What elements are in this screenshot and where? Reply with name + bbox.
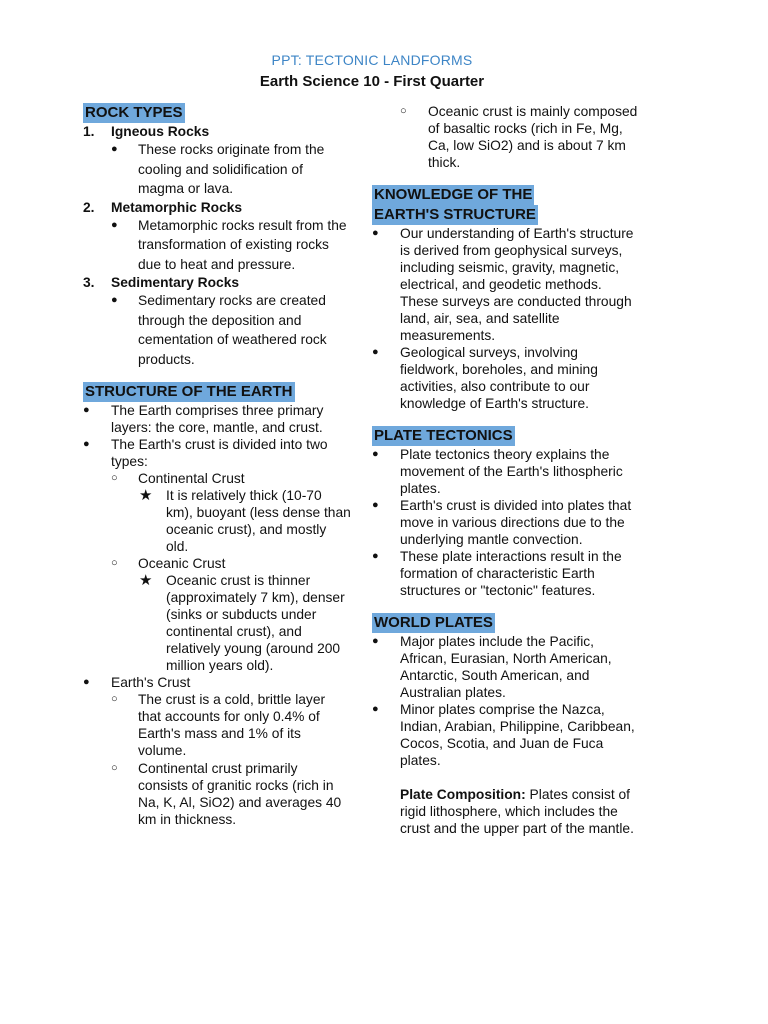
world-plates-heading: WORLD PLATES — [374, 614, 493, 631]
knowledge-text: Geological surveys, involving fieldwork, boreholes, and mining activities, also contribute to our knowledge of Earth's structure. — [400, 345, 598, 411]
bullet-icon: ● — [111, 143, 118, 155]
list-item — [83, 199, 351, 216]
rock-type-name: Sedimentary Rocks — [111, 275, 240, 290]
document-title: PPT: TECTONIC LANDFORMS — [271, 52, 473, 68]
list-item — [83, 487, 351, 555]
knowledge-text: Our understanding of Earth's structure is derived from geophysical surveys, including seismic, gravity, magnetic, electrical, and geodetic methods. These surveys are conducted through land, air, sea, and satellite measurements. — [400, 226, 634, 343]
circle-bullet-icon: ○ — [400, 105, 407, 117]
list-item — [372, 701, 640, 769]
bullet-icon: ● — [111, 294, 118, 306]
list-item — [372, 225, 640, 344]
rock-type-detail: Sedimentary rocks are created through the deposition and cementation of weathered rock products. — [138, 293, 327, 367]
bullet-icon: ● — [372, 499, 379, 511]
circle-bullet-icon: ○ — [111, 472, 118, 484]
bullet-icon: ● — [372, 346, 379, 358]
star-icon: ★ — [139, 487, 153, 504]
list-item — [83, 402, 351, 436]
list-item — [372, 633, 640, 701]
list-item — [372, 344, 640, 412]
plate-tectonics-heading: PLATE TECTONICS — [374, 427, 513, 444]
list-item — [372, 103, 640, 171]
list-item — [83, 291, 351, 369]
list-number: 1. — [83, 124, 95, 139]
list-item — [83, 674, 351, 691]
crust-detail: Continental crust primarily consists of granitic rocks (rich in Na, K, Al, SiO2) and averages 40 km in thickness. — [138, 761, 342, 827]
circle-bullet-icon: ○ — [111, 693, 118, 705]
rock-type-name: Metamorphic Rocks — [111, 199, 243, 215]
crust-type-label: Continental Crust — [138, 471, 245, 486]
list-item — [83, 140, 351, 199]
list-item — [83, 691, 351, 759]
plate-composition-label: Plate Composition: — [400, 787, 526, 802]
structure-heading: STRUCTURE OF THE EARTH — [85, 383, 293, 400]
structure-text: The Earth's crust is divided into two types: — [111, 437, 328, 469]
document-subtitle: Earth Science 10 - First Quarter — [259, 73, 485, 90]
bullet-icon: ● — [372, 550, 379, 562]
list-item — [83, 123, 351, 140]
plate-composition-text: Plates consist of rigid lithosphere, which includes the crust and the upper part of the mantle. — [400, 787, 634, 836]
rock-type-detail: These rocks originate from the cooling and solidification of magma or lava. — [138, 142, 325, 196]
bullet-icon: ● — [83, 438, 90, 450]
bullet-icon: ● — [111, 218, 118, 231]
structure-text: Earth's Crust — [111, 675, 191, 690]
tectonics-text: These plate interactions result in the formation of characteristic Earth structures or "tectonic" features. — [400, 549, 622, 598]
crust-type-detail: It is relatively thick (10-70 km), buoyant (less dense than oceanic crust), and mostly old. — [166, 488, 351, 554]
crust-type-detail: Oceanic crust is thinner (approximately 7 km), denser (sinks or subducts under continental crust), and relatively young (around 200 million years old). — [166, 573, 345, 673]
star-icon: ★ — [139, 572, 153, 589]
rock-types-heading: ROCK TYPES — [85, 104, 183, 121]
list-item — [372, 548, 640, 599]
crust-type-label: Oceanic Crust — [138, 556, 226, 571]
list-item — [83, 436, 351, 470]
left-column — [83, 103, 351, 828]
bullet-icon: ● — [83, 676, 90, 688]
list-item — [83, 470, 351, 487]
right-column — [372, 103, 640, 837]
plates-text: Minor plates comprise the Nazca, Indian, Arabian, Philippine, Caribbean, Cocos, Scotia, and Juan de Fuca plates. — [400, 702, 635, 768]
bullet-icon: ● — [372, 448, 379, 460]
crust-detail: The crust is a cold, brittle layer that accounts for only 0.4% of Earth's mass and 1% of its volume. — [138, 692, 326, 758]
circle-bullet-icon: ○ — [111, 557, 118, 569]
rock-type-detail: Metamorphic rocks result from the transformation of existing rocks due to heat and pressure. — [138, 217, 347, 272]
structure-text: The Earth comprises three primary layers: the core, mantle, and crust. — [111, 403, 324, 435]
plate-composition-paragraph — [372, 786, 640, 837]
plates-text: Major plates include the Pacific, African, Eurasian, North American, Antarctic, South American, and Australian plates. — [400, 634, 612, 700]
list-item — [372, 497, 640, 548]
list-item — [83, 555, 351, 572]
list-number: 3. — [83, 275, 95, 290]
crust-detail: Oceanic crust is mainly composed of basaltic rocks (rich in Fe, Mg, Ca, low SiO2) and is about 7 km thick. — [428, 104, 638, 170]
knowledge-heading: KNOWLEDGE OF THE — [374, 186, 533, 203]
bullet-icon: ● — [372, 635, 379, 647]
list-item — [83, 760, 351, 828]
list-item — [83, 216, 351, 275]
list-number: 2. — [83, 199, 95, 215]
list-item — [372, 446, 640, 497]
bullet-icon: ● — [83, 404, 90, 416]
circle-bullet-icon: ○ — [111, 762, 118, 774]
bullet-icon: ● — [372, 227, 379, 239]
knowledge-heading: EARTH'S STRUCTURE — [374, 206, 536, 223]
tectonics-text: Earth's crust is divided into plates that move in various directions due to the underlying mantle convection. — [400, 498, 632, 547]
list-item — [83, 572, 351, 674]
tectonics-text: Plate tectonics theory explains the movement of the Earth's lithospheric plates. — [400, 447, 623, 496]
bullet-icon: ● — [372, 703, 379, 715]
list-item — [83, 274, 351, 291]
rock-type-name: Igneous Rocks — [111, 124, 210, 139]
